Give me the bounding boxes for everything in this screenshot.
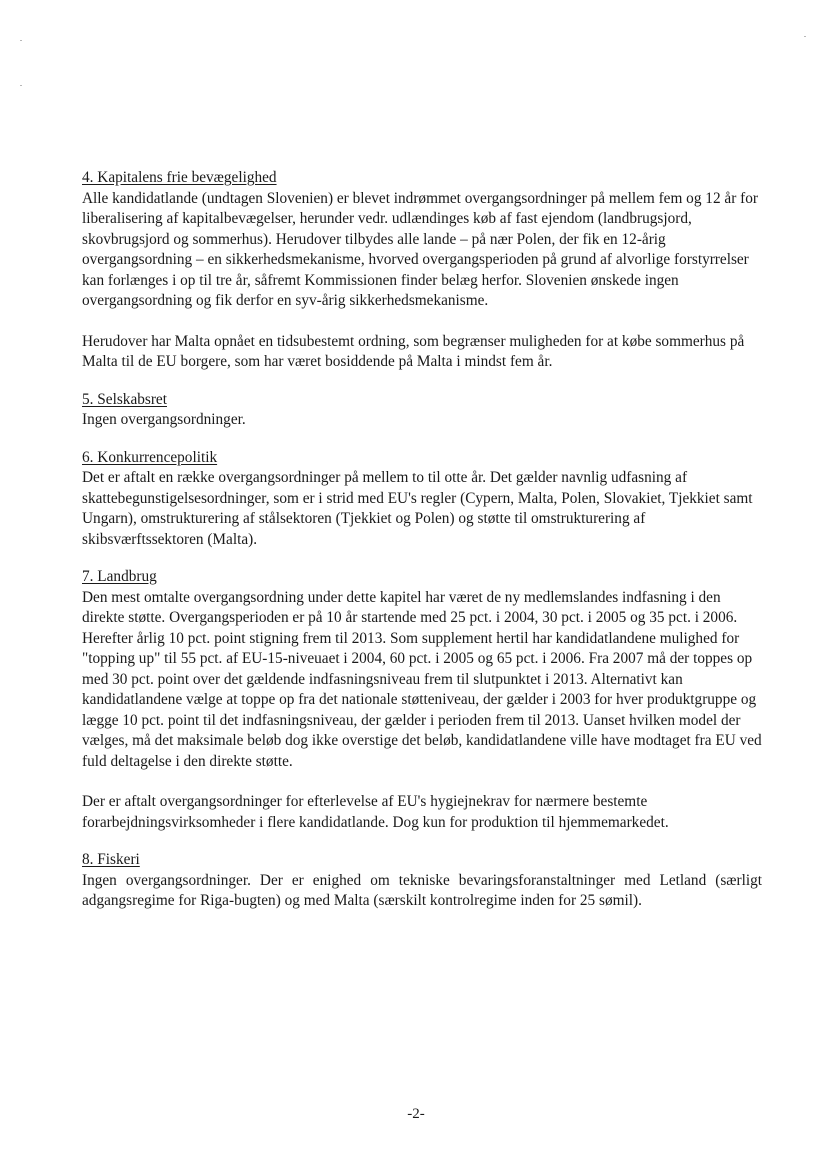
section-fisheries (82, 850, 762, 912)
section-paragraph: Der er aftalt overgangsordninger for efterlevelse af EU's hygiejnekrav for nærmere bestemte forarbejdningsvirksomheder i flere kandidatlande. Dog kun for produktion til hjemmemarkedet. (82, 793, 669, 831)
section-capital-movement (82, 168, 762, 373)
section-paragraph: Alle kandidatlande (undtagen Slovenien) er blevet indrømmet overgangsordninger på mellem fem og 12 år for liberalisering af kapitalbevægelser, herunder vedr. udlændinges køb af fast ejendom (landbrugsjord, skovbrugsjord og sommerhus). Herudover tilbydes alle lande – på nær Polen, der fik en 12-årig overgangsordning – en sikkerhedsmekanisme, hvorved overgangsperioden på grund af alvorlige forstyrrelser kan forlænges i op til tre år, såfremt Kommissionen finder belæg herfor. Slovenien ønskede ingen overgangsordning og fik derfor en syv-årig sikkerhedsmekanisme. (82, 189, 758, 309)
section-heading: 8. Fiskeri (82, 851, 140, 868)
section-competition-policy (82, 448, 762, 551)
section-heading: 5. Selskabsret (82, 390, 167, 408)
section-paragraph: Herudover har Malta opnået en tidsubestemt ordning, som begrænser muligheden for at købe sommerhus på Malta til de EU borgere, som har været bosiddende på Malta i mindst fem år. (82, 332, 745, 370)
section-company-law (82, 390, 762, 431)
scan-speck (20, 85, 22, 86)
document-body (82, 168, 762, 912)
section-heading: 7. Landbrug (82, 568, 157, 585)
section-paragraph: Den mest omtalte overgangsordning under dette kapitel har været de ny medlemslandes indfasning i den direkte støtte. Overgangsperioden er på 10 år startende med 25 pct. i 2004, 30 pct. i 2005 og 35 pct. i 2006. Herefter årlig 10 pct. point stigning frem til 2013. Som supplement hertil har kandidatlandene mulighed for "topping up" til 55 pct. af EU-15-niveuaet i 2004, 60 pct. i 2005 og 65 pct. i 2006. Fra 2007 må der toppes op med 30 pct. point over det gældende indfasningsniveau frem til slutpunktet i 2013. Alternativt kan kandidatlandene vælge at toppe op fra det nationale støtteniveau, der gælder i 2003 for hver produktgruppe og lægge 10 pct. point til det indfasningsniveau, der gælder i perioden frem til 2013. Uanset hvilken model der vælges, må det maksimale beløb dog ikke overstige det beløb, kandidatlandene ville have modtaget fra EU ved fuld deltagelse i den direkte støtte. (82, 588, 762, 770)
section-heading: 4. Kapitalens frie bevægelighed (82, 169, 277, 186)
scan-speck (20, 40, 22, 41)
scan-speck (804, 36, 806, 37)
page-number: -2- (407, 1106, 425, 1122)
section-heading: 6. Konkurrencepolitik (82, 448, 218, 466)
section-agriculture (82, 567, 762, 833)
section-paragraph: Ingen overgangsordninger. (82, 411, 246, 428)
section-paragraph: Ingen overgangsordninger. Der er enighed om tekniske bevaringsforanstaltninger med Letland (særligt adgangsregime for Riga-bugten) og med Malta (særskilt kontrolregime inden for 25 sømil). (82, 871, 762, 909)
section-paragraph: Det er aftalt en række overgangsordninger på mellem to til otte år. Det gælder navnlig udfasning af skattebegunstigelsesordninger, som er i strid med EU's regler (Cypern, Malta, Polen, Slovakiet, Tjekkiet samt Ungarn), omstrukturering af stålsektoren (Tjekkiet og Polen) og støtte til omstrukturering af skibsværftssektoren (Malta). (82, 469, 753, 548)
